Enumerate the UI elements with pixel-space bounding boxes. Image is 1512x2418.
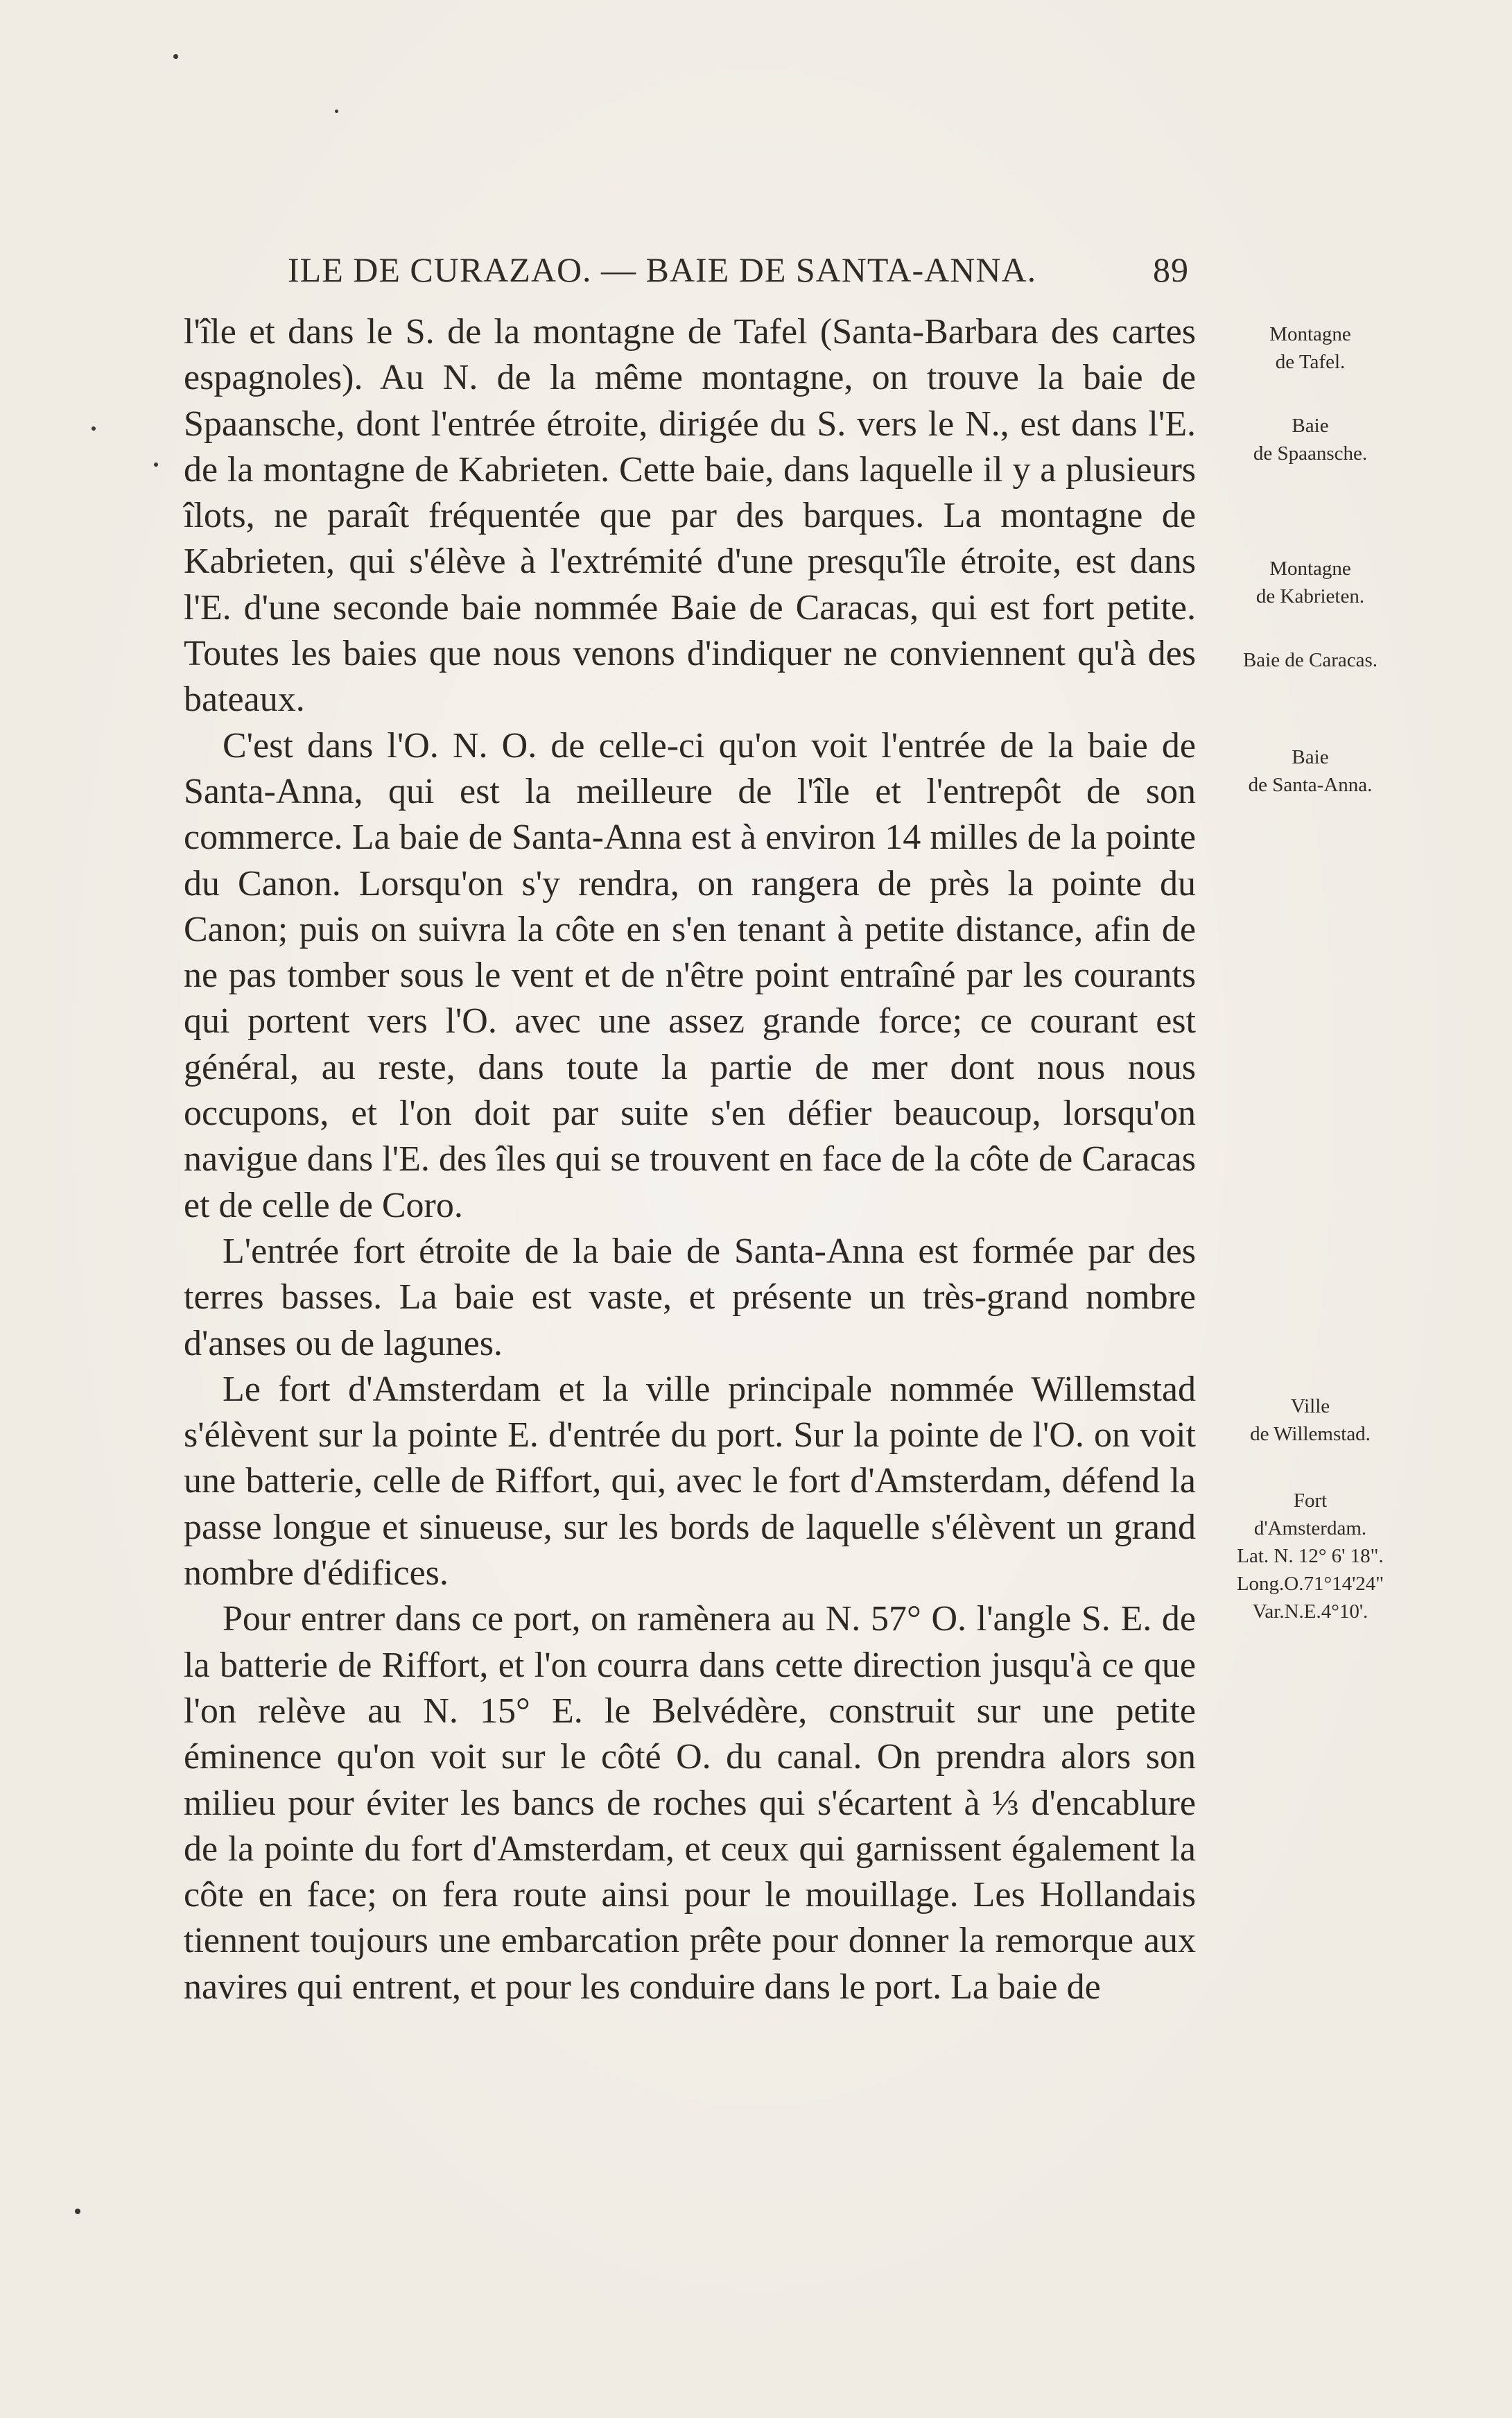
ink-speck [173, 54, 178, 59]
margin-note-baie-de-santa-anna [1210, 743, 1411, 799]
ink-speck [335, 110, 338, 113]
margin-note-ville-de-willemstad [1210, 1392, 1411, 1448]
paragraph-5: Pour entrer dans ce port, on ramènera au N. 57° O. l'angle S. E. de la batterie de Riffort, et l'on courra dans cette direction jusqu'à ce que l'on relève au N. 15° E. le Belvédère, construit sur une petite éminence qu'on voit sur le côté O. du canal. On prendra alors son milieu pour éviter les bancs de roches qui s'écartent à ⅓ d'encablure de la pointe du fort d'Amsterdam, et ceux qui garnissent également la côte en face; on fera route ainsi pour le mouillage. Les Hollandais tiennent toujours une embarcation prête pour donner la remorque aux navires qui entrent, et pour les conduire dans le port. La baie de [184, 1599, 1196, 2007]
margin-note-line: Baie de Caracas. [1242, 649, 1378, 671]
ink-speck [154, 463, 158, 467]
paragraph-2: C'est dans l'O. N. O. de celle-ci qu'on voit l'entrée de la baie de Santa-Anna, qui est la meilleure de l'île et l'entrepôt de son commerce. La baie de Santa-Anna est à environ 14 milles de la pointe du Canon. Lorsqu'on s'y rendra, on rangera de près la pointe du Canon; puis on suivra la côte en s'en tenant à petite distance, afin de ne pas tomber sous le vent et de n'être point entraîné par les courants qui portent vers l'O. avec une assez grande force; ce courant est général, au reste, dans toute la partie de mer dont nous nous occupons, et l'on doit par suite s'en défier beaucoup, lorsqu'on navigue dans l'E. des îles qui se trouvent en face de la côte de Caracas et de celle de Coro. [184, 725, 1196, 1225]
margin-note-line: de Kabrieten. [1255, 585, 1365, 607]
ink-speck [75, 2209, 80, 2214]
margin-note-line: Baie [1292, 746, 1329, 768]
margin-note-line: Var.N.E.4°10'. [1252, 1600, 1368, 1623]
margin-note-line: de Willemstad. [1250, 1423, 1371, 1445]
margin-note-line: de Santa-Anna. [1248, 774, 1373, 796]
page-number: 89 [1153, 250, 1189, 289]
margin-note-line: Fort [1293, 1489, 1328, 1512]
main-text [184, 309, 1196, 2010]
margin-note-baie-de-caracas [1210, 646, 1411, 674]
margin-note-line: d'Amsterdam. [1253, 1517, 1367, 1539]
margin-note-line: de Spaansche. [1253, 442, 1368, 465]
margin-note-montagne-de-tafel [1210, 320, 1411, 376]
margin-note-line: Lat. N. 12° 6' 18". [1237, 1545, 1384, 1567]
margin-note-fort-d-amsterdam [1210, 1487, 1411, 1625]
margin-note-line: de Tafel. [1275, 351, 1346, 373]
margin-note-line: Ville [1290, 1395, 1330, 1417]
margin-note-line: Long.O.71°14'24" [1236, 1573, 1384, 1595]
running-title: ILE DE CURAZAO. — BAIE DE SANTA-ANNA. [288, 250, 1037, 289]
paragraph-1: l'île et dans le S. de la montagne de Tafel (Santa-Barbara des cartes espagnoles). Au N. de la même montagne, on trouve la baie de Spaansche, dont l'entrée étroite, dirigée du S. vers le N., est dans l'E. de la montagne de Kabrieten. Cette baie, dans laquelle il y a plusieurs îlots, ne paraît fréquentée que par des barques. La montagne de Kabrieten, qui s'élève à l'extrémité d'une presqu'île étroite, est dans l'E. d'une seconde baie nommée Baie de Caracas, qui est fort petite. Toutes les baies que nous venons d'indiquer ne conviennent qu'à des bateaux. [184, 312, 1196, 720]
paragraph-3: L'entrée fort étroite de la baie de Santa-Anna est formée par des terres basses. La baie est vaste, et présente un très-grand nombre d'anses ou de lagunes. [184, 1231, 1196, 1363]
ink-speck [92, 426, 96, 431]
margin-note-montagne-de-kabrieten [1210, 555, 1411, 610]
margin-note-line: Baie [1292, 415, 1329, 437]
paragraph-4: Le fort d'Amsterdam et la ville principale nommée Willemstad s'élèvent sur la pointe E. d'entrée du port. Sur la pointe de l'O. on voit une batterie, celle de Riffort, qui, avec le fort d'Amsterdam, défend la passe longue et sinueuse, sur les bords de laquelle s'élèvent un grand nombre d'édifices. [184, 1369, 1196, 1594]
margin-note-line: Montagne [1269, 323, 1351, 345]
margin-note-baie-de-spaansche [1210, 412, 1411, 467]
margin-note-line: Montagne [1269, 558, 1351, 580]
running-header [288, 250, 1189, 298]
